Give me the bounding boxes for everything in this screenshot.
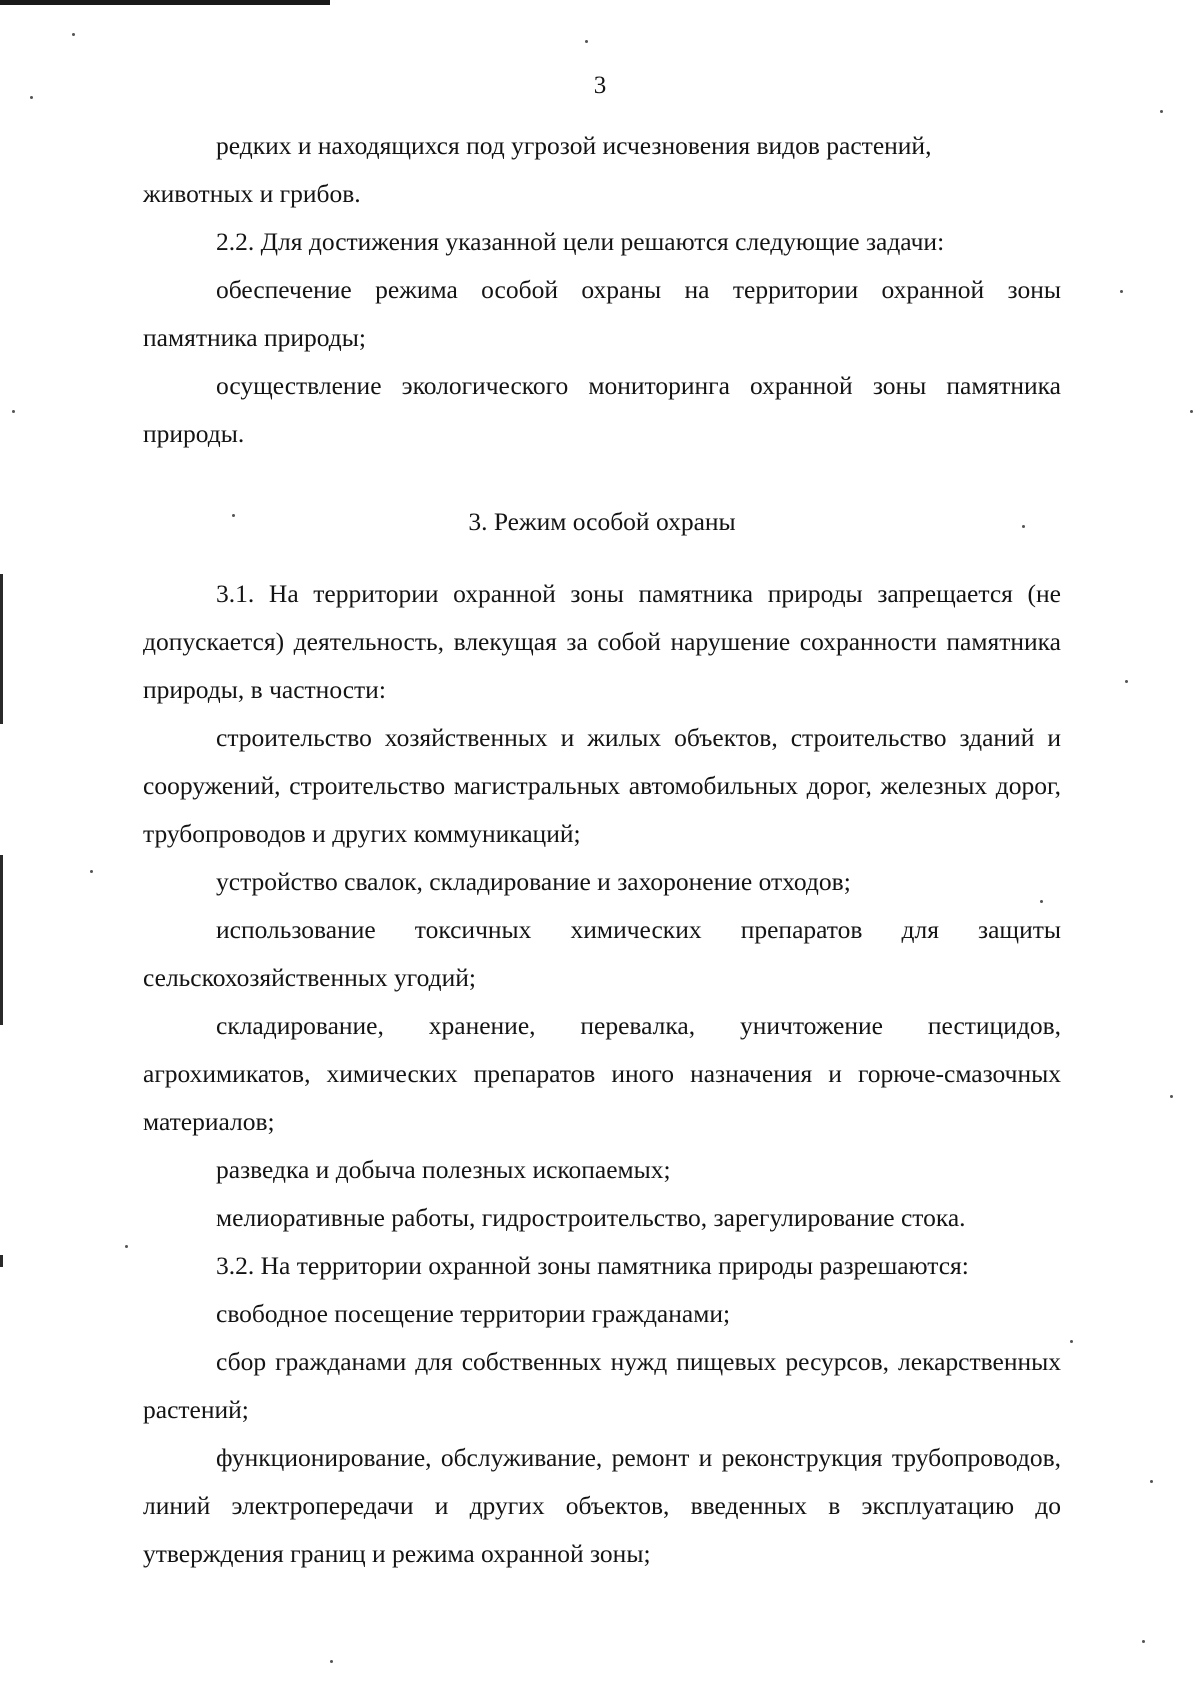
prohibited-item: устройство свалок, складирование и захоронение отходов; xyxy=(216,867,851,896)
allowed-item: сбор гражданами для собственных нужд пищевых ресурсов, лекарственных растений; xyxy=(143,1347,1061,1424)
scan-speck xyxy=(1190,410,1193,413)
prohibited-item: строительство хозяйственных и жилых объектов, строительство зданий и сооружений, строительство магистральных автомобильных дорог, железных дорог, трубопроводов и других коммуникаций; xyxy=(143,723,1061,848)
scan-speck xyxy=(1125,680,1128,683)
scan-speck xyxy=(330,1660,333,1663)
scan-speck xyxy=(1150,1480,1153,1483)
scan-edge-mark xyxy=(0,574,3,724)
prohibited-item: разведка и добыча полезных ископаемых; xyxy=(216,1155,671,1184)
scan-speck xyxy=(72,33,75,36)
scan-speck xyxy=(1070,1340,1073,1343)
prohibited-item: складирование, хранение, перевалка, уничтожение пестицидов, агрохимикатов, химических препаратов иного назначения и горюче-смазочных материалов; xyxy=(143,1011,1061,1136)
scan-speck xyxy=(90,870,93,873)
prohibited-item: использование токсичных химических препаратов для защиты сельскохозяйственных угодий; xyxy=(143,915,1061,992)
page-number: 3 xyxy=(593,72,607,99)
scan-speck xyxy=(1142,1640,1145,1643)
paragraph-continuation-line-1: редких и находящихся под угрозой исчезновения видов растений, xyxy=(216,131,932,160)
scan-edge-mark xyxy=(0,1255,3,1267)
paragraph-3-2: 3.2. На территории охранной зоны памятника природы разрешаются: xyxy=(216,1251,969,1280)
prohibited-item: мелиоративные работы, гидростроительство, зарегулирование стока. xyxy=(216,1203,966,1232)
paragraph-continuation-line-2: животных и грибов. xyxy=(143,179,361,208)
section-heading: 3. Режим особой охраны xyxy=(468,507,736,536)
section-3-heading-block xyxy=(143,498,1061,546)
scan-edge-mark xyxy=(0,855,3,1025)
scan-speck xyxy=(1120,290,1123,293)
task-item-1: обеспечение режима особой охраны на территории охранной зоны памятника природы; xyxy=(143,275,1061,352)
paragraph-3-1: 3.1. На территории охранной зоны памятника природы запрещается (не допускается) деятельность, влекущая за собой нарушение сохранности памятника природы, в частности: xyxy=(143,579,1061,704)
body-text xyxy=(143,122,1061,458)
paragraph-2-2: 2.2. Для достижения указанной цели решаются следующие задачи: xyxy=(216,227,945,256)
allowed-item: функционирование, обслуживание, ремонт и реконструкция трубопроводов, линий электропередачи и других объектов, введенных в эксплуатацию до утверждения границ и режима охранной зоны; xyxy=(143,1443,1061,1568)
section-3-body xyxy=(143,570,1061,1578)
allowed-item: свободное посещение территории гражданами; xyxy=(216,1299,731,1328)
scan-speck xyxy=(12,410,15,413)
task-item-2: осуществление экологического мониторинга охранной зоны памятника природы. xyxy=(143,371,1061,448)
scan-speck xyxy=(585,40,588,43)
scan-speck xyxy=(1160,110,1163,113)
scan-edge-line xyxy=(0,0,330,5)
scan-speck xyxy=(1170,1095,1173,1098)
scan-speck xyxy=(125,1245,128,1248)
